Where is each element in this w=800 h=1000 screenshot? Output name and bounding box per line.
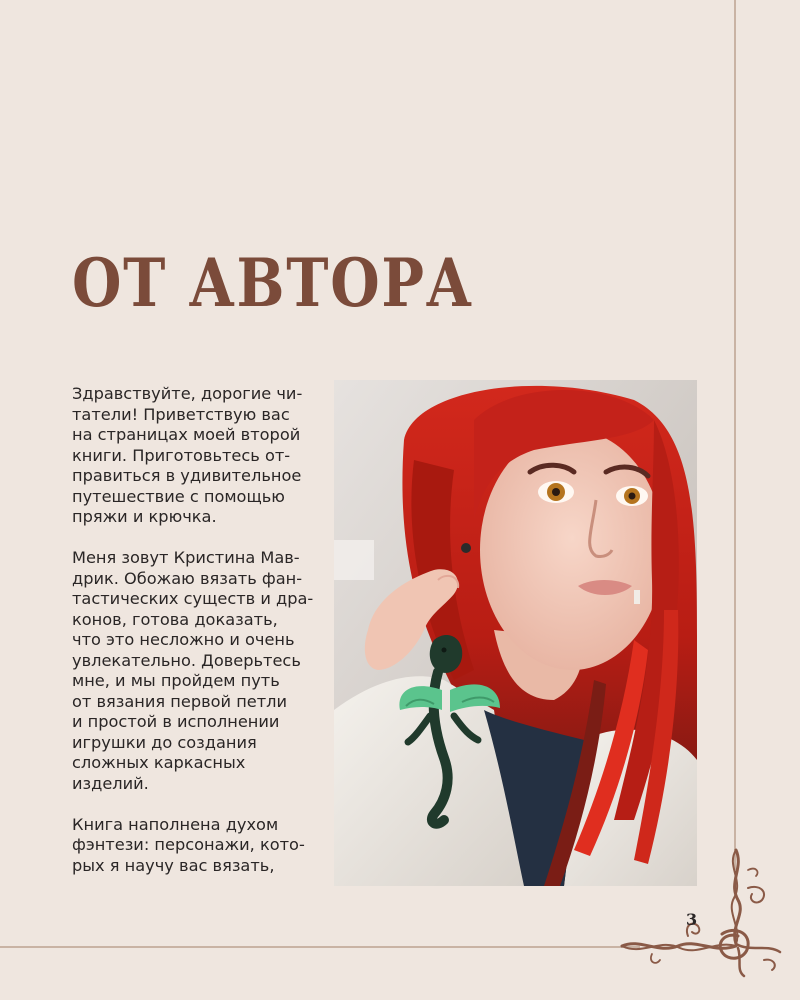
horizontal-border-rule — [0, 946, 640, 948]
text-line: фэнтези: персонажи, кото- — [72, 835, 305, 854]
text-line: от вязания первой петли — [72, 691, 288, 711]
text-line: и простой в исполнении — [72, 712, 280, 731]
text-line: на страницах моей второй — [72, 425, 301, 444]
text-line: сложных каркасных — [72, 753, 246, 772]
text-line: книги. Приготовьтесь от- — [72, 445, 291, 465]
text-line: правиться в удивительное — [72, 466, 302, 485]
text-line: конов, готова доказать, — [72, 609, 278, 629]
text-line: Здравствуйте, дорогие чи- — [72, 384, 303, 403]
text-line: дрик. Обожаю вязать фан- — [72, 568, 303, 588]
text-line: путешествие с помощью — [72, 486, 285, 506]
paragraph-gap — [72, 528, 312, 549]
page-number: 3 — [686, 910, 698, 929]
paragraph-introduction — [72, 548, 312, 794]
paragraph-greeting — [72, 384, 312, 528]
text-line: что это несложно и очень — [72, 630, 295, 649]
paragraph-fantasy — [72, 815, 312, 877]
text-line: рых я научу вас вязать, — [72, 855, 275, 875]
vertical-border-rule — [734, 0, 736, 870]
text-line: пряжи и крючка. — [72, 507, 217, 526]
text-line: увлекательно. Доверьтесь — [72, 650, 301, 670]
text-line: мне, и мы пройдем путь — [72, 671, 280, 690]
text-line: изделий. — [72, 773, 149, 793]
text-line: тастических существ и дра- — [72, 589, 314, 608]
body-text-column — [72, 384, 312, 876]
author-photo — [334, 380, 697, 886]
text-line: игрушки до создания — [72, 732, 257, 752]
paragraph-gap — [72, 794, 312, 815]
text-line: Меня зовут Кристина Мав- — [72, 548, 300, 567]
text-line: Книга наполнена духом — [72, 814, 279, 834]
page-title: ОТ АВТОРА — [72, 244, 474, 322]
text-line: татели! Приветствую вас — [72, 404, 290, 424]
